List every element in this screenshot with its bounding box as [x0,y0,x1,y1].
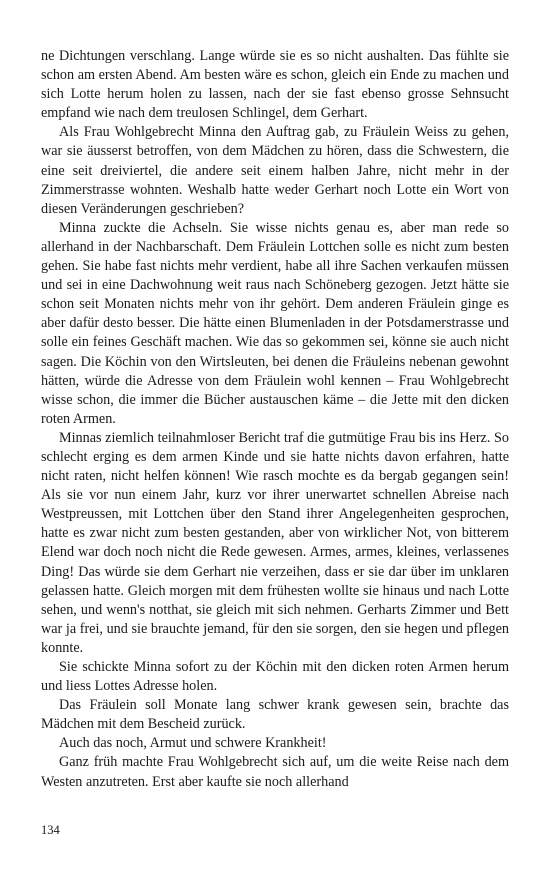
paragraph: Ganz früh machte Frau Wohlgebrecht sich auf, um die weite Reise nach dem Westen anzutreten. Erst aber kaufte sie noch allerhand [41,754,509,790]
paragraph: Minna zuckte die Achseln. Sie wisse nichts genau es, aber man rede so allerhand in der Nachbarschaft. Dem Fräulein Lottchen solle es nicht zum besten gehen. Sie habe fast nichts mehr verdient, habe all ihre Sachen verkaufen müssen und sei in eine Dachwohnung weit raus nach Schöneberg gezogen. Jetzt hätte sie schon seit Monaten nichts mehr von ihr gehört. Dem anderen Fräulein ginge es aber dafür desto besser. Die hätte einen Blumenladen in der Potsdamerstrasse und solle ein feines Geschäft machen. Wie das so gekommen sei, könne sie auch nicht sagen. Die Köchin von den Wirtsleuten, bei denen die Fräuleins nebenan gewohnt hätten, würde die Adresse von dem Fräulein wohl kennen – Frau Wohlgebrecht wisse schon, die immer die Bücher austauschen käme – die Jette mit den dicken roten Armen. [41,219,509,427]
paragraph: Minnas ziemlich teilnahmloser Bericht traf die gutmütige Frau bis ins Herz. So schlecht erging es dem armen Kinde und sie hatte nichts davon erfahren, hatte nicht raten, nicht helfen können! Wie rasch mochte es da bergab gegangen sein! Als sie vor nun einem Jahr, kurz vor ihrer unerwartet schnellen Abreise nach Westpreussen, mit Lottchen über den Stand ihrer Angelegenheiten gesprochen, hatte es zwar nicht zum besten gestanden, aber von wirklicher Not, von bitterem Elend war doch noch nicht die Rede gewesen. Armes, armes, kleines, verlassenes Ding! Das würde sie dem Gerhart nie verzeihen, dass er sie dar über im unklaren gelassen hatte. Gleich morgen mit dem frühesten wollte sie hinaus und nach Lotte sehen, und wenn's notthat, sie gleich mit sich nehmen. Gerharts Zimmer und Bett war ja frei, und sie brauchte jemand, für den sie sorgen, den sie hegen und pflegen konnte. [41,429,509,656]
page-number: 134 [41,823,60,837]
paragraph: Das Fräulein soll Monate lang schwer krank gewesen sein, brachte das Mädchen mit dem Bescheid zurück. [41,697,509,733]
paragraph: Als Frau Wohlgebrecht Minna den Auftrag gab, zu Fräulein Weiss zu gehen, war sie äusserst betroffen, von dem Mädchen zu hören, dass die Schwestern, die eine seit dreiviertel, die andere seit einem halben Jahre, nicht mehr in der Zimmerstrasse wohnten. Weshalb hatte weder Gerhart noch Lotte ein Wort von diesen Veränderungen geschrieben? [41,124,509,217]
paragraph: Auch das noch, Armut und schwere Krankheit! [59,735,327,752]
paragraph-continuation: ne Dichtungen verschlang. Lange würde sie es so nicht aushalten. Das fühlte sie schon am ersten Abend. Am besten wäre es schon, gleich ein Ende zu machen und sich Lotte herum holen zu lassen, nach der sie fast ebenso grosse Sehnsucht empfand wie nach dem treulosen Schlingel, dem Gerhart. [41,48,509,122]
page-text-block [41,47,509,792]
paragraph: Sie schickte Minna sofort zu der Köchin mit den dicken roten Armen herum und liess Lottes Adresse holen. [41,659,509,695]
